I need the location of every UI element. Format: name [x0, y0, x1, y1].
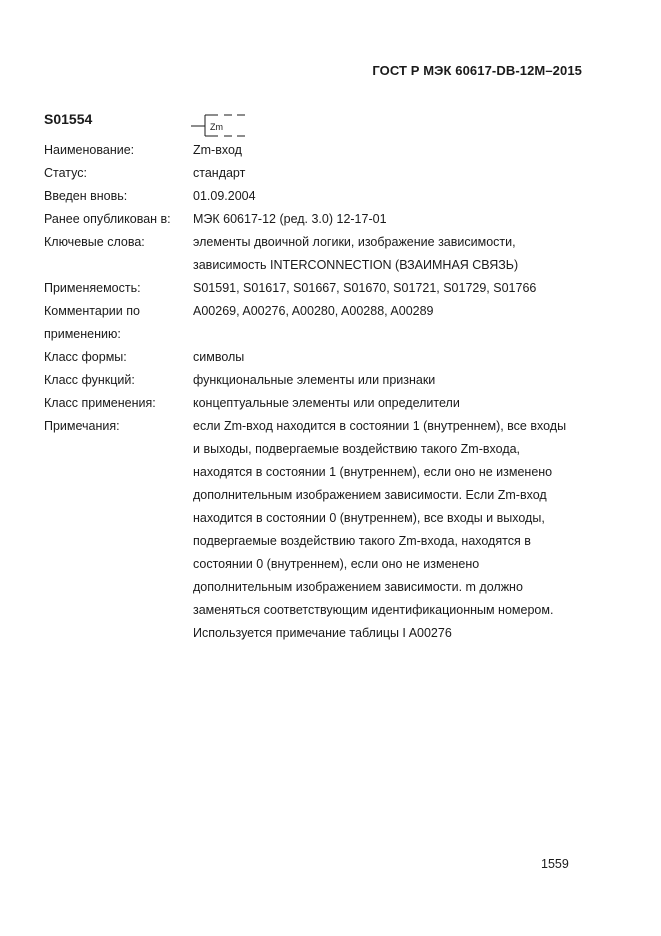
field-label-line: применению:	[44, 327, 121, 341]
field-value-line: состоянии 0 (внутреннем), если оно не изменено	[193, 557, 480, 571]
field-value-line: S01591, S01617, S01667, S01670, S01721, S01729, S01766	[193, 281, 537, 295]
field-value-line: МЭК 60617-12 (ред. 3.0) 12-17-01	[193, 212, 387, 226]
field-value	[193, 231, 603, 277]
field-label-line: Введен вновь:	[44, 189, 128, 203]
field-value	[193, 392, 603, 415]
field-label	[44, 139, 192, 162]
field-value-line: находятся в состоянии 1 (внутреннем), если оно не изменено	[193, 465, 553, 479]
field-value	[193, 346, 603, 369]
field-value-line: дополнительным изображением зависимости. Если Zm-вход	[193, 488, 547, 502]
field-value-line: Используется примечание таблицы I A00276	[193, 626, 452, 640]
entry-code: S01554	[44, 111, 93, 127]
field-label	[44, 346, 192, 369]
field-value-line: 01.09.2004	[193, 189, 256, 203]
document-header: ГОСТ Р МЭК 60617-DB-12M–2015	[372, 63, 582, 78]
field-value	[193, 300, 603, 323]
field-value-line: элементы двоичной логики, изображение зависимости,	[193, 235, 516, 249]
field-value	[193, 369, 603, 392]
field-label	[44, 277, 192, 300]
field-value	[193, 139, 603, 162]
field-label-line: Применяемость:	[44, 281, 141, 295]
field-label-line: Статус:	[44, 166, 87, 180]
field-label-line: Класс формы:	[44, 350, 127, 364]
field-label-line: Комментарии по	[44, 304, 140, 318]
field-label-line: Класс функций:	[44, 373, 135, 387]
field-label-line: Ключевые слова:	[44, 235, 145, 249]
field-value	[193, 162, 603, 185]
field-value	[193, 185, 603, 208]
field-label	[44, 392, 192, 415]
field-label-line: Наименование:	[44, 143, 135, 157]
field-label	[44, 369, 192, 392]
zm-input-symbol	[191, 109, 249, 139]
field-value-line: заменяться соответствующим идентификационным номером.	[193, 603, 554, 617]
field-label	[44, 208, 192, 231]
field-value	[193, 415, 603, 645]
field-value-line: Zm-вход	[193, 143, 242, 157]
field-label	[44, 231, 192, 254]
field-label	[44, 415, 192, 438]
field-label-line: Ранее опубликован в:	[44, 212, 171, 226]
field-value-line: если Zm-вход находится в состоянии 1 (внутреннем), все входы	[193, 419, 567, 433]
field-value-line: стандарт	[193, 166, 246, 180]
field-value-line: функциональные элементы или признаки	[193, 373, 436, 387]
page-number: 1559	[541, 857, 569, 871]
field-value-line: дополнительным изображением зависимости. m должно	[193, 580, 523, 594]
field-value-line: зависимость INTERCONNECTION (ВЗАИМНАЯ СВЯЗЬ)	[193, 258, 519, 272]
field-value-line: концептуальные элементы или определители	[193, 396, 460, 410]
field-label	[44, 300, 192, 346]
field-value	[193, 277, 603, 300]
field-label	[44, 162, 192, 185]
field-label-line: Класс применения:	[44, 396, 156, 410]
field-value-line: находится в состоянии 0 (внутреннем), все входы и выходы,	[193, 511, 545, 525]
field-label	[44, 185, 192, 208]
field-value-line: A00269, A00276, A00280, A00288, A00289	[193, 304, 434, 318]
field-value	[193, 208, 603, 231]
symbol-label: Zm	[210, 122, 223, 132]
field-value-line: подвергаемые воздействию такого Zm-входа, находятся в	[193, 534, 531, 548]
field-value-line: и выходы, подвергаемые воздействию такого Zm-входа,	[193, 442, 521, 456]
field-value-line: символы	[193, 350, 245, 364]
field-label-line: Примечания:	[44, 419, 120, 433]
